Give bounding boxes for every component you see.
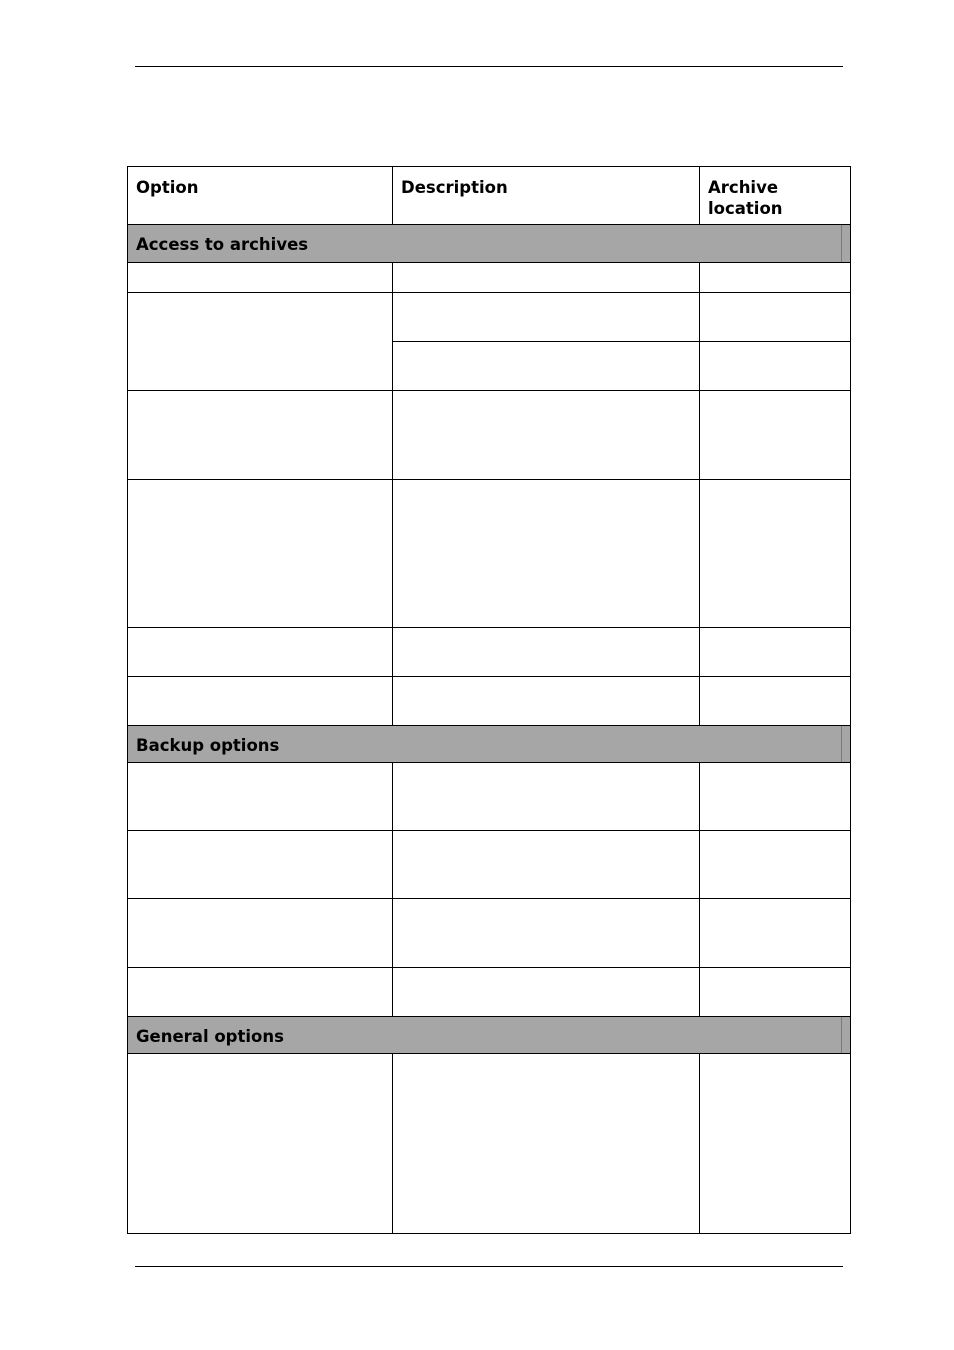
- table-row: [128, 831, 851, 899]
- description-cell: [393, 263, 700, 293]
- archive-location-cell: [700, 677, 851, 726]
- archive-location-cell: [700, 628, 851, 677]
- table-row: [128, 968, 851, 1017]
- description-cell: [393, 968, 700, 1017]
- table-row: [128, 480, 851, 628]
- archive-location-cell: [700, 342, 851, 391]
- option-cell: [128, 831, 393, 899]
- option-cell: [128, 1054, 393, 1234]
- description-cell: [393, 628, 700, 677]
- table-header-row: [128, 167, 851, 225]
- header-rule: [135, 66, 843, 67]
- option-cell: [128, 968, 393, 1017]
- description-cell: [393, 480, 700, 628]
- section-row-access-to-archives: [128, 225, 851, 263]
- section-row-general-options: [128, 1017, 851, 1054]
- column-header-description: Description: [393, 167, 700, 225]
- archive-location-cell: [700, 293, 851, 342]
- archive-location-cell: [700, 831, 851, 899]
- table-row: [128, 763, 851, 831]
- archive-location-cell: [700, 263, 851, 293]
- column-header-archive-location: Archive location: [700, 167, 851, 225]
- section-title-backup-options: Backup options: [128, 726, 851, 763]
- section-title-access-to-archives: Access to archives: [128, 225, 851, 263]
- description-cell: [393, 831, 700, 899]
- archive-location-cell: [700, 763, 851, 831]
- description-cell: [393, 677, 700, 726]
- description-cell: [393, 899, 700, 968]
- table-row: [128, 293, 851, 342]
- description-cell: [393, 391, 700, 480]
- option-cell: [128, 293, 393, 391]
- table-row: [128, 263, 851, 293]
- description-cell: [393, 1054, 700, 1234]
- table-row: [128, 391, 851, 480]
- option-cell: [128, 628, 393, 677]
- footer-rule: [135, 1266, 843, 1267]
- description-cell: [393, 293, 700, 342]
- option-cell: [128, 263, 393, 293]
- table-row: [128, 899, 851, 968]
- option-cell: [128, 677, 393, 726]
- option-cell: [128, 899, 393, 968]
- table-row: [128, 677, 851, 726]
- description-cell: [393, 342, 700, 391]
- description-cell: [393, 763, 700, 831]
- column-header-option: Option: [128, 167, 393, 225]
- section-row-backup-options: [128, 726, 851, 763]
- option-cell: [128, 480, 393, 628]
- options-table: [127, 166, 851, 1234]
- archive-location-cell: [700, 1054, 851, 1234]
- option-cell: [128, 391, 393, 480]
- archive-location-cell: [700, 899, 851, 968]
- table-row: [128, 1054, 851, 1234]
- archive-location-cell: [700, 480, 851, 628]
- option-cell: [128, 763, 393, 831]
- archive-location-cell: [700, 968, 851, 1017]
- table-row: [128, 628, 851, 677]
- section-title-general-options: General options: [128, 1017, 851, 1054]
- archive-location-cell: [700, 391, 851, 480]
